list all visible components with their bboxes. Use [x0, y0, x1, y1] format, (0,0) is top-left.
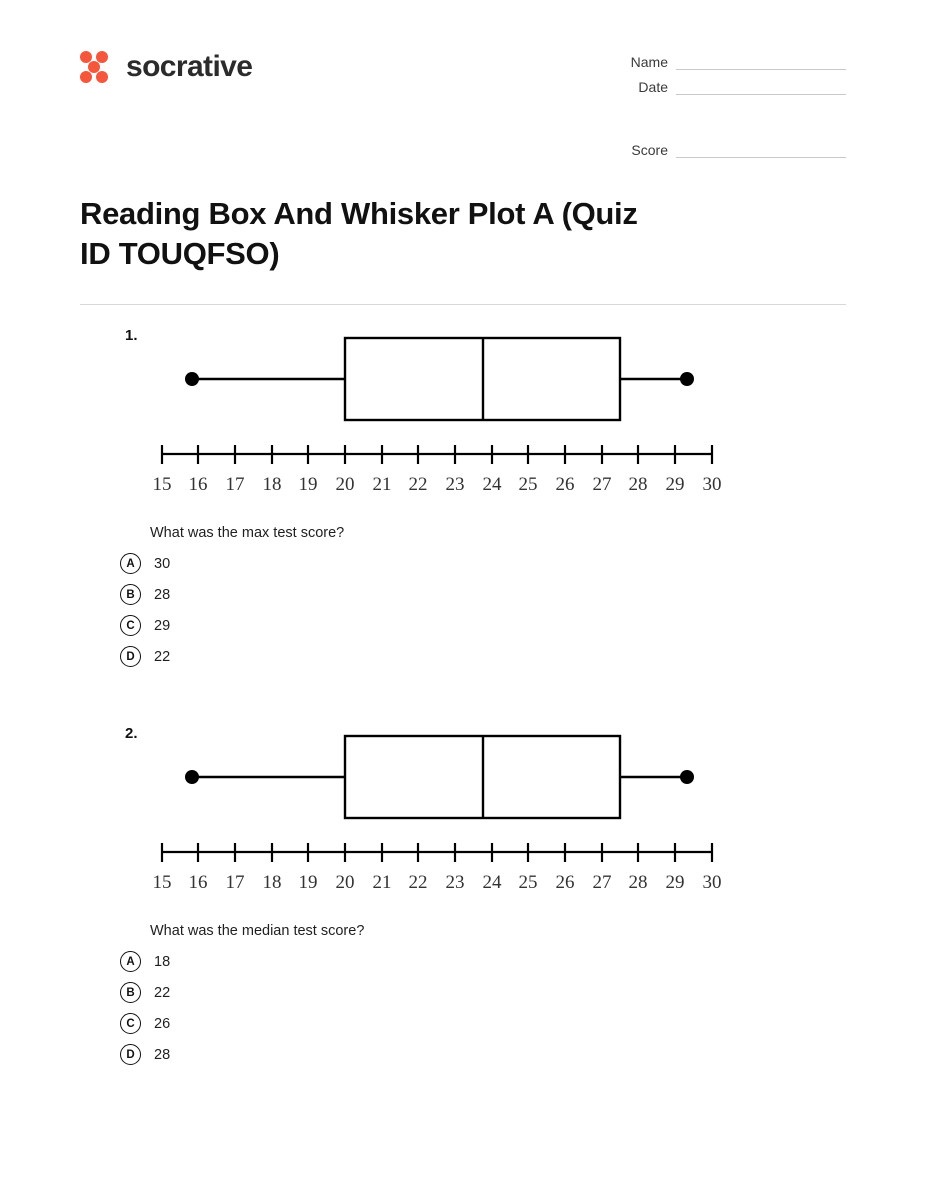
choice-label: 22 — [154, 984, 171, 1001]
name-field[interactable] — [676, 55, 846, 70]
svg-text:28: 28 — [628, 474, 648, 496]
score-label: Score — [631, 142, 668, 158]
svg-text:17: 17 — [225, 474, 245, 496]
svg-text:24: 24 — [482, 872, 502, 894]
svg-text:27: 27 — [592, 474, 612, 496]
svg-text:29: 29 — [665, 474, 685, 496]
choice-label: 30 — [154, 555, 171, 572]
answer-choice[interactable] — [120, 646, 846, 667]
answer-choice[interactable] — [120, 615, 846, 636]
box-plot-2 — [80, 725, 846, 905]
choice-bubble[interactable]: A — [120, 951, 141, 972]
axis-tick-labels — [153, 474, 722, 495]
svg-text:22: 22 — [408, 872, 428, 894]
question-number: 2. — [125, 725, 138, 743]
box-plot-1 — [80, 327, 846, 507]
svg-text:15: 15 — [152, 474, 172, 496]
answer-choice[interactable] — [120, 951, 846, 972]
svg-text:16: 16 — [188, 872, 208, 894]
svg-text:19: 19 — [298, 872, 318, 894]
choice-label: 26 — [154, 1015, 171, 1032]
answer-choice[interactable] — [120, 584, 846, 605]
choice-bubble[interactable]: C — [120, 1013, 141, 1034]
question-number: 1. — [125, 327, 138, 345]
svg-text:20: 20 — [335, 872, 355, 894]
svg-text:25: 25 — [518, 872, 538, 894]
answer-choices — [80, 553, 846, 667]
choice-label: 28 — [154, 1046, 171, 1063]
question-prompt: What was the median test score? — [150, 923, 365, 940]
question-1 — [80, 327, 846, 667]
title-divider — [80, 304, 846, 305]
svg-text:22: 22 — [408, 474, 428, 496]
answer-choice[interactable] — [120, 1013, 846, 1034]
choice-bubble[interactable]: B — [120, 982, 141, 1003]
choice-label: 22 — [154, 648, 171, 665]
choice-bubble[interactable]: B — [120, 584, 141, 605]
brand — [80, 50, 252, 84]
page-title: Reading Box And Whisker Plot A (Quiz ID TOUQFSO) — [80, 196, 638, 271]
choice-label: 18 — [154, 953, 171, 970]
svg-text:27: 27 — [592, 872, 612, 894]
answer-choice[interactable] — [120, 1044, 846, 1065]
choice-bubble[interactable]: A — [120, 553, 141, 574]
choice-bubble[interactable]: D — [120, 1044, 141, 1065]
choice-bubble[interactable]: D — [120, 646, 141, 667]
page-header — [80, 42, 846, 167]
svg-text:25: 25 — [518, 474, 538, 496]
svg-text:18: 18 — [262, 872, 282, 894]
svg-text:21: 21 — [372, 872, 392, 894]
axis-tick-labels — [153, 872, 722, 893]
svg-text:29: 29 — [665, 872, 685, 894]
date-row — [601, 79, 846, 95]
name-label: Name — [630, 54, 668, 70]
svg-text:23: 23 — [445, 474, 465, 496]
svg-text:21: 21 — [372, 474, 392, 496]
choice-label: 28 — [154, 586, 171, 603]
answer-choice[interactable] — [120, 982, 846, 1003]
box-whisker-chart — [150, 725, 790, 905]
svg-text:26: 26 — [555, 474, 575, 496]
socrative-logo-icon — [80, 50, 114, 84]
svg-text:24: 24 — [482, 474, 502, 496]
svg-text:30: 30 — [702, 474, 722, 496]
question-2 — [80, 725, 846, 1065]
choice-bubble[interactable]: C — [120, 615, 141, 636]
svg-text:15: 15 — [152, 872, 172, 894]
answer-choices — [80, 951, 846, 1065]
brand-name: socrative — [126, 50, 253, 83]
date-field[interactable] — [676, 80, 846, 95]
svg-text:19: 19 — [298, 474, 318, 496]
student-info-block — [601, 42, 846, 167]
date-label: Date — [638, 79, 668, 95]
box-whisker-chart — [150, 327, 790, 507]
choice-label: 29 — [154, 617, 171, 634]
score-row — [601, 142, 846, 158]
svg-text:26: 26 — [555, 872, 575, 894]
svg-text:30: 30 — [702, 872, 722, 894]
answer-choice[interactable] — [120, 553, 846, 574]
name-row — [601, 54, 846, 70]
svg-text:18: 18 — [262, 474, 282, 496]
svg-text:20: 20 — [335, 474, 355, 496]
svg-text:17: 17 — [225, 872, 245, 894]
svg-text:23: 23 — [445, 872, 465, 894]
svg-text:28: 28 — [628, 872, 648, 894]
svg-text:16: 16 — [188, 474, 208, 496]
score-field[interactable] — [676, 143, 846, 158]
question-prompt: What was the max test score? — [150, 525, 345, 542]
